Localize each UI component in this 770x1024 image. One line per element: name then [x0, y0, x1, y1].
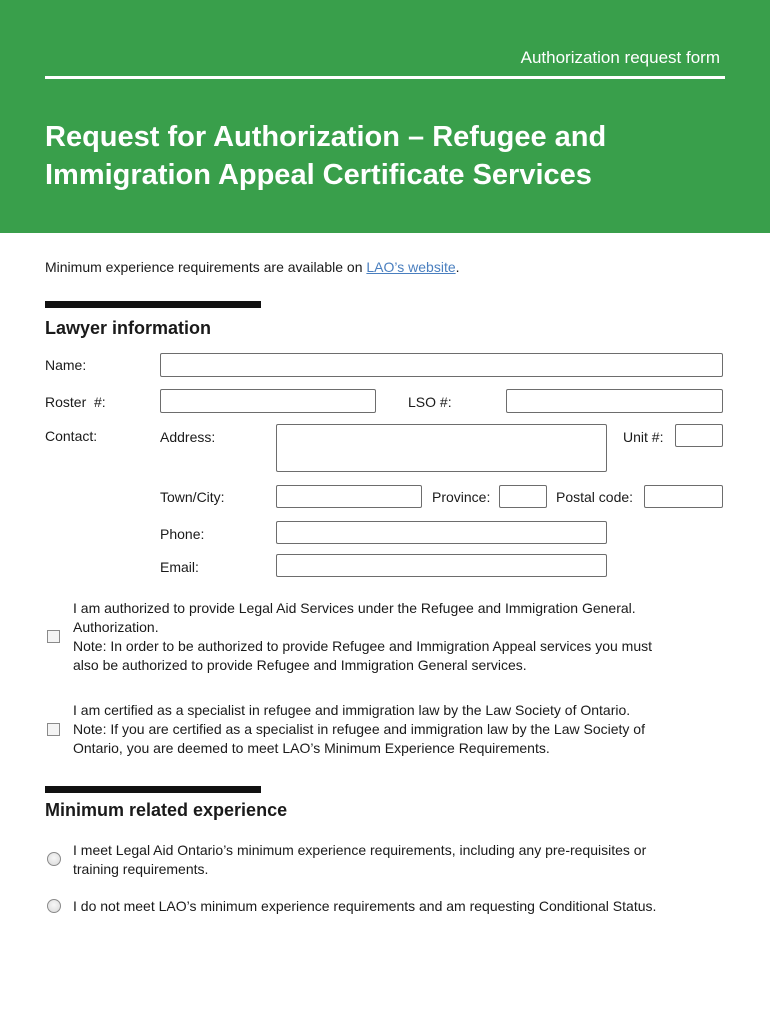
email-field[interactable]: [276, 554, 607, 577]
authorized-general-text: [73, 599, 715, 675]
lawyer-section-title: Lawyer information: [45, 318, 212, 338]
option-text-line: Ontario, you are deemed to meet LAO’s Minimum Experience Requirements.: [73, 740, 550, 756]
option-text-line: also be authorized to provide Refugee and Immigration General services.: [73, 657, 527, 673]
roster-label: Roster #:: [45, 394, 106, 410]
name-field[interactable]: [160, 353, 723, 377]
meets-requirements-radio[interactable]: [47, 852, 61, 866]
option-text-line: Note: If you are certified as a specialist in refugee and immigration law by the Law Society of: [73, 721, 645, 737]
certified-specialist-text: [73, 701, 715, 758]
authorized-general-option: [45, 599, 715, 679]
option-text-line: training requirements.: [73, 861, 209, 877]
email-label: Email:: [160, 559, 199, 575]
unit-label: Unit #:: [623, 429, 664, 445]
unit-field[interactable]: [675, 424, 723, 447]
roster-field[interactable]: [160, 389, 376, 413]
phone-label: Phone:: [160, 526, 205, 542]
authorized-general-checkbox[interactable]: [47, 630, 60, 643]
option-text-line: I do not meet LAO’s minimum experience requirements and am requesting Conditional Status.: [73, 898, 657, 914]
intro-text-before: Minimum experience requirements are available on: [45, 259, 367, 275]
option-text-line: I meet Legal Aid Ontario’s minimum experience requirements, including any pre-requisites or: [73, 842, 647, 858]
province-field[interactable]: [499, 485, 547, 508]
certified-specialist-option: [45, 701, 715, 761]
address-field[interactable]: [276, 424, 607, 472]
form-header: [0, 0, 770, 233]
phone-field[interactable]: [276, 521, 607, 544]
province-label: Province:: [432, 489, 491, 505]
town-label: Town/City:: [160, 489, 225, 505]
certified-specialist-checkbox[interactable]: [47, 723, 60, 736]
option-text-line: Note: In order to be authorized to provide Refugee and Immigration Appeal services you must: [73, 638, 652, 654]
address-label: Address:: [160, 429, 216, 445]
option-text-line: I am authorized to provide Legal Aid Services under the Refugee and Immigration General.: [73, 600, 636, 616]
postal-code-label: Postal code:: [556, 489, 634, 505]
section-divider: [45, 786, 261, 793]
form-label: Authorization request form: [520, 48, 720, 67]
option-text-line: I am certified as a specialist in refugee and immigration law by the Law Society of Ontario.: [73, 702, 631, 718]
lso-label: LSO #:: [408, 394, 452, 410]
header-divider: [45, 76, 725, 79]
page-title: Request for Authorization – Refugee and Immigration Appeal Certificate Services: [45, 121, 607, 191]
contact-label: Contact:: [45, 428, 98, 444]
conditional-status-option: [45, 897, 715, 919]
lso-field[interactable]: [506, 389, 723, 413]
intro-text: [45, 259, 460, 275]
postal-code-field[interactable]: [644, 485, 723, 508]
intro-text-after: .: [455, 259, 460, 275]
experience-section-title: Minimum related experience: [45, 800, 288, 820]
conditional-status-radio[interactable]: [47, 899, 61, 913]
section-divider: [45, 301, 261, 308]
meets-requirements-option: [45, 841, 715, 881]
name-label: Name:: [45, 357, 87, 373]
town-field[interactable]: [276, 485, 422, 508]
meets-requirements-text: [73, 841, 715, 879]
lao-website-link[interactable]: LAO’s website: [366, 259, 456, 275]
conditional-status-text: [73, 897, 715, 916]
option-text-line: Authorization.: [73, 619, 159, 635]
